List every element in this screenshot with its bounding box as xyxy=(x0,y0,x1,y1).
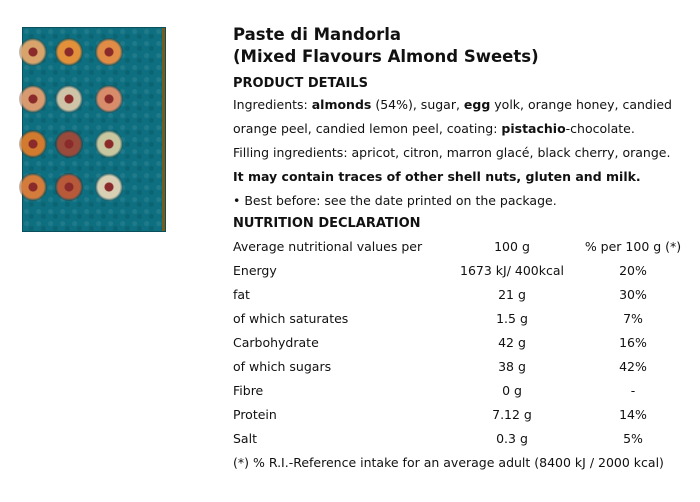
nutrient-label: Protein xyxy=(233,407,277,422)
product-title xyxy=(233,24,693,68)
nutrient-ri: 14% xyxy=(619,407,647,422)
table-row xyxy=(233,379,693,403)
almond-sweet xyxy=(55,173,83,201)
nutrient-per100: 0.3 g xyxy=(496,431,528,446)
product-photo xyxy=(22,27,166,232)
best-before: • Best before: see the date printed on the package. xyxy=(233,193,557,208)
nutrient-ri: 16% xyxy=(619,335,647,350)
table-row xyxy=(233,259,693,283)
nutrient-per100: 1.5 g xyxy=(496,311,528,326)
nutrient-label: Fibre xyxy=(233,383,264,398)
allergen-pistachio: pistachio xyxy=(501,121,566,136)
product-title-line2: (Mixed Flavours Almond Sweets) xyxy=(233,47,539,66)
nutrient-label: of which sugars xyxy=(233,359,332,374)
table-row xyxy=(233,331,693,355)
product-details-heading: PRODUCT DETAILS xyxy=(233,76,368,91)
nutrient-label: Carbohydrate xyxy=(233,335,319,350)
nutrient-ri: 42% xyxy=(619,359,647,374)
ingredients-line-2 xyxy=(233,117,693,141)
nutrition-header-ri: % per 100 g (*) xyxy=(584,239,682,254)
table-row xyxy=(233,427,693,451)
almond-sweet xyxy=(55,130,83,158)
ingredients-label: Ingredients: xyxy=(233,97,312,112)
almond-sweet xyxy=(19,38,47,66)
table-row xyxy=(233,403,693,427)
nutrient-per100: 7.12 g xyxy=(492,407,532,422)
ingredients-text-a: (54%), sugar, xyxy=(371,97,464,112)
almond-sweet xyxy=(95,38,123,66)
ingredients-line-1 xyxy=(233,93,693,117)
product-sheet xyxy=(233,24,693,475)
nutrition-header-label: Average nutritional values per xyxy=(233,239,423,254)
almond-sweet xyxy=(55,38,83,66)
almond-sweet xyxy=(55,85,83,113)
table-row xyxy=(233,355,693,379)
almond-sweet xyxy=(19,173,47,201)
almond-sweet xyxy=(95,130,123,158)
nutrient-ri: 5% xyxy=(623,431,643,446)
nutrition-table xyxy=(233,235,693,451)
ingredients-text-d: -chocolate. xyxy=(565,121,635,136)
nutrient-label: Energy xyxy=(233,263,277,278)
almond-sweet xyxy=(95,173,123,201)
almond-sweet xyxy=(19,130,47,158)
nutrient-per100: 21 g xyxy=(498,287,526,302)
photo-frame-edge xyxy=(162,28,165,231)
nutrient-ri: 20% xyxy=(619,263,647,278)
filling-ingredients: Filling ingredients: apricot, citron, marron glacé, black cherry, orange. xyxy=(233,145,671,160)
nutrient-per100: 38 g xyxy=(498,359,526,374)
nutrient-label: fat xyxy=(233,287,250,302)
nutrient-label: Salt xyxy=(233,431,257,446)
nutrition-header-row xyxy=(233,235,693,259)
allergen-almonds: almonds xyxy=(311,97,372,112)
allergen-warning: It may contain traces of other shell nuts, gluten and milk. xyxy=(233,169,641,184)
ingredients-text-b: yolk, orange honey, candied xyxy=(490,97,672,112)
nutrient-ri: - xyxy=(630,383,636,398)
nutrient-label: of which saturates xyxy=(233,311,349,326)
table-row xyxy=(233,283,693,307)
product-title-line1: Paste di Mandorla xyxy=(233,25,402,44)
almond-sweet xyxy=(95,85,123,113)
nutrient-ri: 7% xyxy=(623,311,643,326)
nutrient-ri: 30% xyxy=(619,287,647,302)
nutrient-per100: 1673 kJ/ 400kcal xyxy=(460,263,564,278)
reference-intake-footnote: (*) % R.I.-Reference intake for an average adult (8400 kJ / 2000 kcal) xyxy=(233,455,664,470)
nutrition-heading: NUTRITION DECLARATION xyxy=(233,216,421,231)
almond-sweet xyxy=(19,85,47,113)
allergen-egg: egg xyxy=(463,97,491,112)
table-row xyxy=(233,307,693,331)
nutrient-per100: 0 g xyxy=(502,383,522,398)
nutrient-per100: 42 g xyxy=(498,335,526,350)
ingredients-text-c: orange peel, candied lemon peel, coating: xyxy=(233,121,502,136)
nutrition-header-per100: 100 g xyxy=(494,239,530,254)
